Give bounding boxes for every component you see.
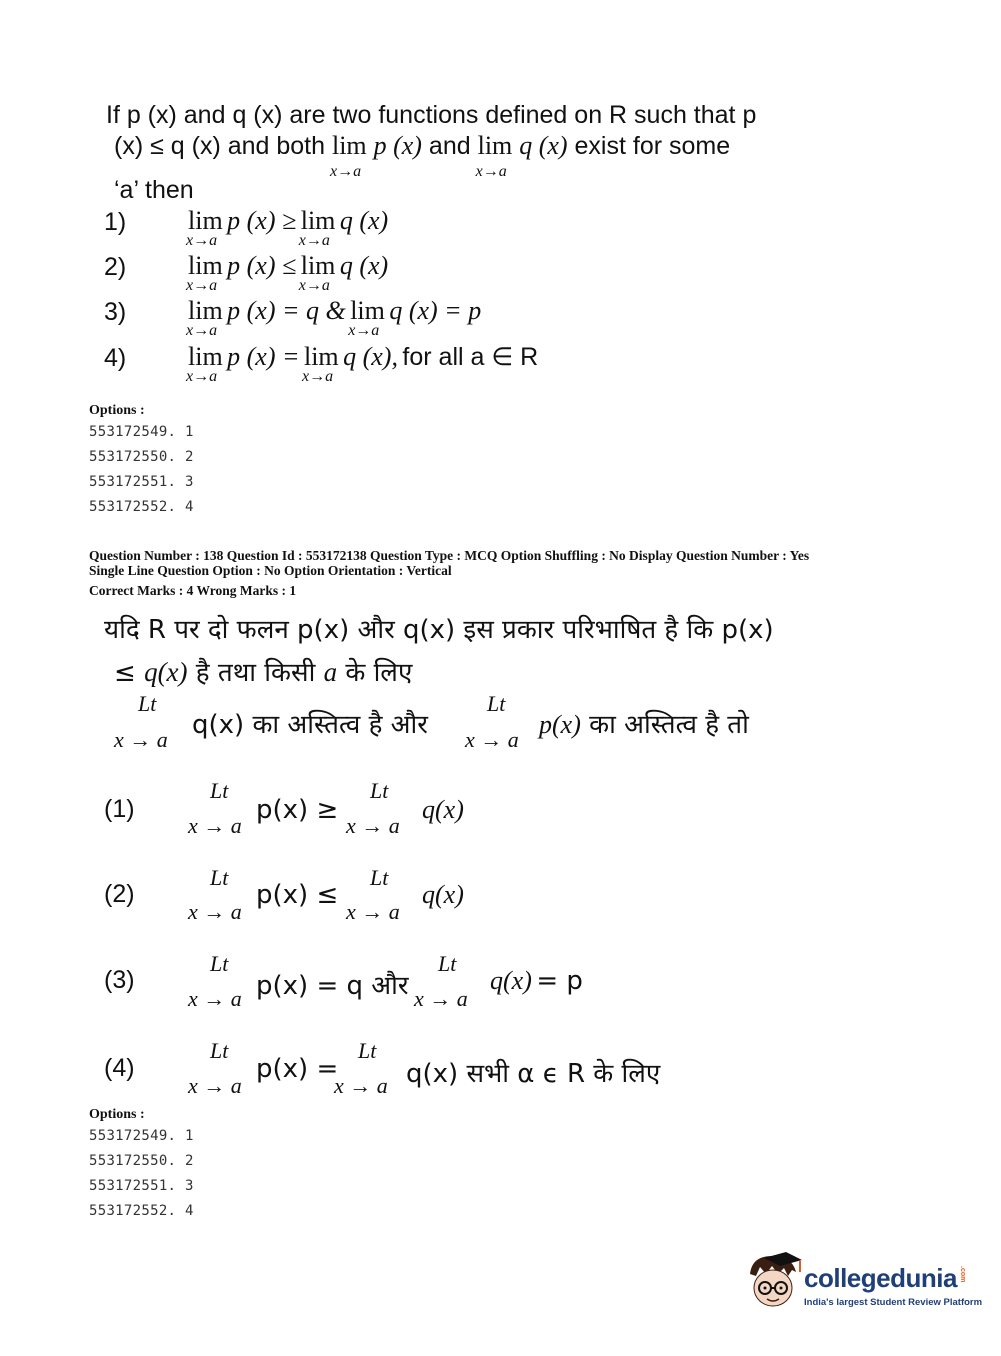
option-item: 553172550. 2 <box>89 449 194 465</box>
options-title: Options : <box>89 403 145 418</box>
logo-tagline: India's largest Student Review Platform <box>804 1297 983 1308</box>
hindi-line-2: ≤ q(x) है तथा किसी a के लिए <box>114 657 413 688</box>
meta-line-2: Single Line Question Option : No Option Orientation : Vertical <box>89 563 452 578</box>
choice-4: 4) <box>104 344 127 372</box>
hindi-choice-2-left: p(x) ≤ <box>256 880 339 910</box>
hindi-choice-3: (3) <box>104 966 135 994</box>
lt-subscript: x → a <box>188 813 242 838</box>
hindi-choice-2-right: q(x) <box>422 880 464 909</box>
lt-subscript: x → a <box>346 899 400 924</box>
hindi-choice-4: (4) <box>104 1054 135 1082</box>
lt-label: Lt <box>370 778 389 803</box>
lt-subscript: x → a <box>414 986 468 1011</box>
choice-3-expr: lim x→a p (x) = q & lim x→a q (x) = p <box>186 296 482 339</box>
hindi-choice-3-left: p(x) = q और <box>256 971 409 1001</box>
meta-line-1: Question Number : 138 Question Id : 553172138 Question Type : MCQ Option Shuffling : No Display Question Number : Yes <box>89 548 810 563</box>
meta-line-3: Correct Marks : 4 Wrong Marks : 1 <box>89 583 297 598</box>
question-line-1: If p (x) and q (x) are two functions defined on R such that p <box>106 101 757 129</box>
lt-label: Lt <box>210 778 229 803</box>
lt-label: Lt <box>210 951 229 976</box>
lt-label: Lt <box>358 1038 377 1063</box>
options-title: Options : <box>89 1107 145 1122</box>
hindi-choice-4-right: q(x) सभी α ϵ R के लिए <box>406 1059 661 1089</box>
choice-4-expr: lim x→a p (x) = lim x→a q (x), for all a ∈ R <box>186 342 539 385</box>
lt-subscript: x → a <box>334 1073 388 1098</box>
math-term: p (x) <box>373 131 422 160</box>
hindi-choice-1: (1) <box>104 795 135 823</box>
logo-wordmark: collegedunia <box>804 1263 957 1293</box>
option-item: 553172551. 3 <box>89 1178 194 1194</box>
lt-label: Lt <box>438 951 457 976</box>
lt-subscript: x → a <box>346 813 400 838</box>
choice-1-expr: lim x→a p (x) ≥ lim x→a q (x) <box>186 206 389 249</box>
question-text: (x) ≤ q (x) and both <box>114 132 326 160</box>
option-item: 553172551. 3 <box>89 474 194 490</box>
option-item: 553172550. 2 <box>89 1153 194 1169</box>
lt-label: Lt <box>487 691 506 716</box>
lt-subscript: x → a <box>188 986 242 1011</box>
lt-label: Lt <box>210 1038 229 1063</box>
lt-label: Lt <box>138 691 157 716</box>
lt-subscript: x → a <box>188 899 242 924</box>
option-item: 553172552. 4 <box>89 499 194 515</box>
question-line-3: ‘a’ then <box>114 176 194 204</box>
question-text: exist for some <box>574 132 731 160</box>
hindi-choice-1-left: p(x) ≥ <box>256 795 339 825</box>
limit-expression: lim x→a <box>329 131 367 180</box>
hindi-choice-4-left: p(x) = <box>256 1054 339 1084</box>
lt-subscript: x → a <box>465 727 519 752</box>
lt-subscript: x → a <box>114 727 168 752</box>
lt-subscript: x → a <box>188 1073 242 1098</box>
choice-2: 2) <box>104 253 127 281</box>
option-item: 553172549. 1 <box>89 424 194 440</box>
mascot-icon <box>742 1250 804 1312</box>
hindi-choice-2: (2) <box>104 880 135 908</box>
hindi-choice-1-right: q(x) <box>422 795 464 824</box>
hindi-line-1: यदि R पर दो फलन p(x) और q(x) इस प्रकार परिभाषित है कि p(x) <box>104 615 774 645</box>
lt-label: Lt <box>210 865 229 890</box>
question-text: and <box>428 132 471 160</box>
lt-label: Lt <box>370 865 389 890</box>
option-item: 553172549. 1 <box>89 1128 194 1144</box>
math-term: q (x) <box>519 131 568 160</box>
choice-1: 1) <box>104 208 127 236</box>
choice-2-expr: lim x→a p (x) ≤ lim x→a q (x) <box>186 251 389 294</box>
option-item: 553172552. 4 <box>89 1203 194 1219</box>
logo-com: .com <box>959 1266 966 1283</box>
choice-3: 3) <box>104 298 127 326</box>
hindi-line-3b: p(x) का अस्तित्व है तो <box>539 710 749 740</box>
hindi-line-3a: q(x) का अस्तित्व है और <box>192 710 428 740</box>
limit-expression: lim x→a <box>475 131 513 180</box>
hindi-choice-3-right: q(x) = p <box>490 966 583 996</box>
question-line-2 <box>114 131 731 180</box>
